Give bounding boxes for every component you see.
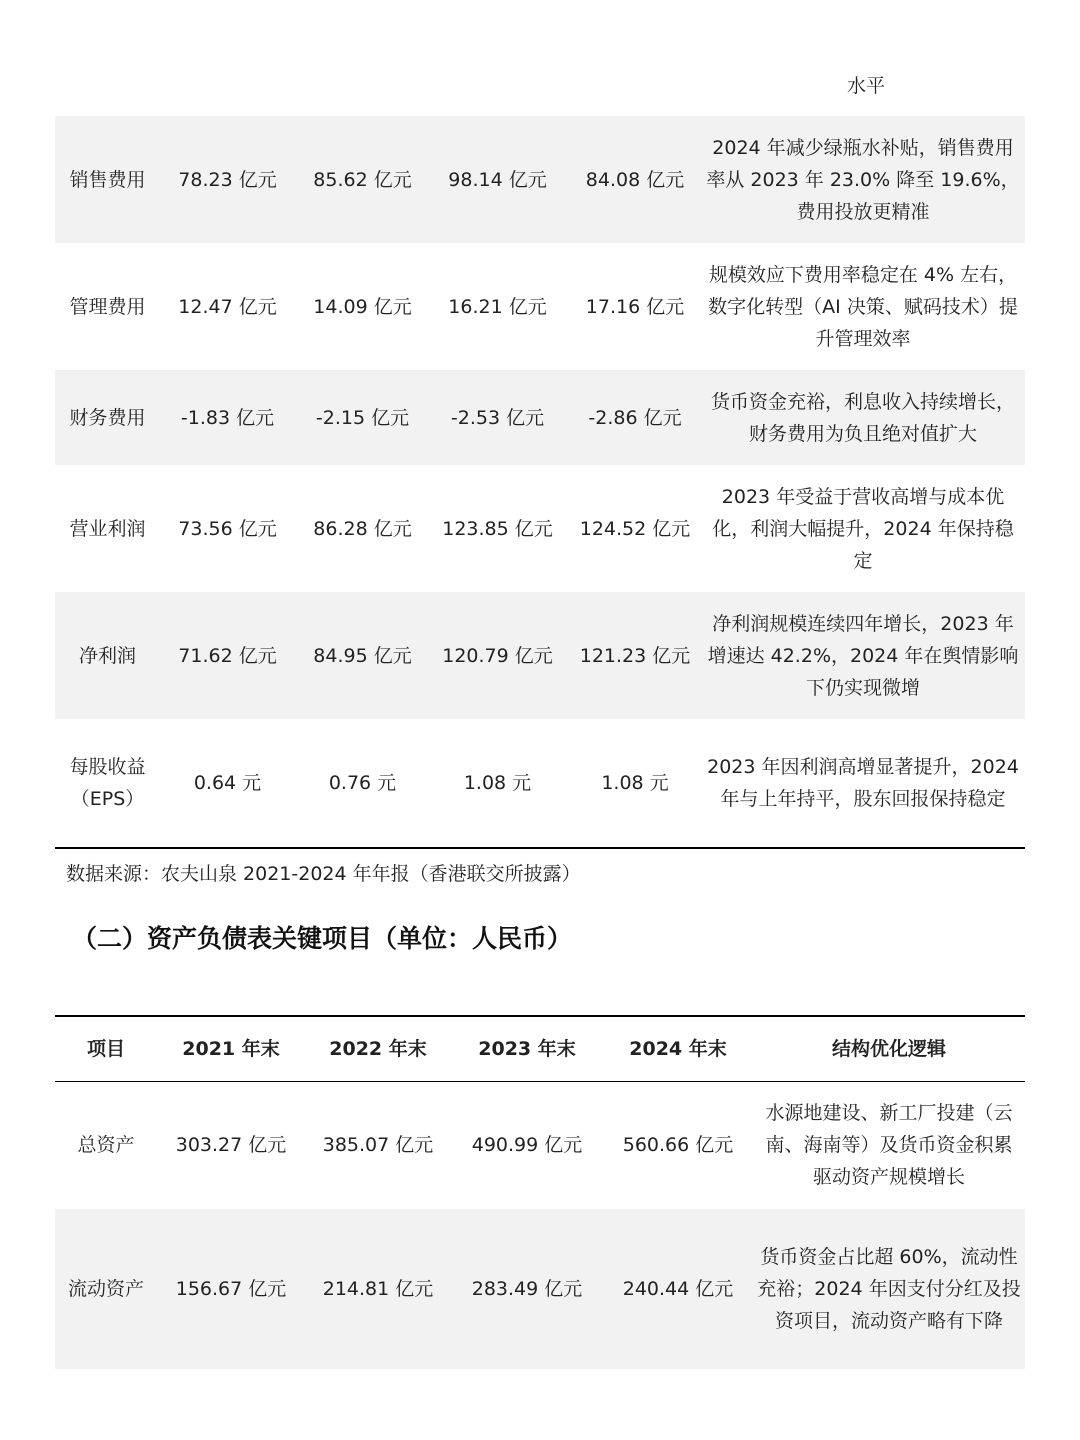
row-description: 2023 年因利润高增显著提升，2024 年与上年持平，股东回报保持稳定 [707, 756, 1019, 810]
row-description: 规模效应下费用率稳定在 4% 左右，数字化转型（AI 决策、赋码技术）提升管理效率 [708, 263, 1018, 350]
row-item-label: 营业利润 [69, 517, 146, 540]
section-title: （二）资产负债表关键项目（单位：人民币） [72, 924, 573, 953]
value-2024: 1.08 元 [601, 772, 669, 794]
value-2024: 560.66 亿元 [622, 1134, 734, 1157]
value-2023: 98.14 亿元 [430, 116, 565, 243]
row-description: 2023 年受益于营收高增与成本优化，利润大幅提升，2024 年保持稳定 [712, 485, 1014, 572]
value-2021: 156.67 亿元 [157, 1209, 305, 1369]
row-description: 水源地建设、新工厂投建（云南、海南等）及货币资金积累驱动资产规模增长 [765, 1102, 1013, 1189]
value-2021: 303.27 亿元 [175, 1134, 287, 1157]
row-item-label: 净利润 [55, 592, 160, 719]
value-2022: -2.15 亿元 [295, 370, 430, 465]
column-header: 2024 年末 [603, 1016, 753, 1082]
value-2024: 240.44 亿元 [603, 1209, 753, 1369]
value-2022: 85.62 亿元 [295, 116, 430, 243]
value-2024: 124.52 亿元 [579, 517, 691, 540]
value-2021: 73.56 亿元 [178, 517, 277, 540]
row-item-label: 财务费用 [55, 370, 160, 465]
value-2022: 14.09 亿元 [313, 295, 412, 318]
table-row [55, 465, 1025, 592]
column-header: 结构优化逻辑 [753, 1016, 1025, 1082]
value-2021: 71.62 亿元 [160, 592, 295, 719]
value-2024: 17.16 亿元 [585, 295, 685, 318]
value-2022: 385.07 亿元 [322, 1134, 434, 1157]
value-2022: 84.95 亿元 [295, 592, 430, 719]
income-statement-table [55, 116, 1025, 849]
table-row [55, 1082, 1025, 1209]
value-2023: 490.99 亿元 [471, 1134, 583, 1157]
value-2021: 78.23 亿元 [160, 116, 295, 243]
row-description: 净利润规模连续四年增长，2023 年增速达 42.2%，2024 年在舆情影响下仍实现微增 [705, 592, 1025, 719]
row-item-label: 每股收益（EPS） [69, 756, 146, 810]
value-2021: 12.47 亿元 [178, 295, 277, 318]
column-header: 2022 年末 [305, 1016, 451, 1082]
table-row [55, 592, 1025, 719]
column-header: 项目 [55, 1016, 157, 1082]
value-2023: 16.21 亿元 [448, 295, 547, 318]
row-description: 2024 年减少绿瓶水补贴，销售费用率从 2023 年 23.0% 降至 19.6%，费用投放更精准 [705, 116, 1025, 243]
value-2023: -2.53 亿元 [430, 370, 565, 465]
data-source-note: 数据来源：农夫山泉 2021-2024 年年报（香港联交所披露） [66, 863, 581, 885]
column-header: 2021 年末 [157, 1016, 305, 1082]
balance-sheet-table [55, 1015, 1025, 1369]
table-row [55, 370, 1025, 465]
row-description: 货币资金充裕，利息收入持续增长，财务费用为负且绝对值扩大 [705, 370, 1025, 465]
value-2022: 0.76 元 [328, 772, 397, 794]
row-item-label: 管理费用 [69, 295, 146, 318]
value-2023: 123.85 亿元 [442, 517, 553, 540]
table-header-row [55, 1016, 1025, 1082]
table-row [55, 243, 1025, 370]
value-2023: 1.08 元 [463, 772, 532, 794]
table-row [55, 116, 1025, 243]
table-row [55, 1209, 1025, 1369]
value-2023: 120.79 亿元 [430, 592, 565, 719]
column-header: 2023 年末 [451, 1016, 603, 1082]
value-2022: 86.28 亿元 [313, 517, 412, 540]
income-table-continuation-text: 水平 [846, 75, 885, 97]
value-2024: 84.08 亿元 [565, 116, 705, 243]
value-2021: -1.83 亿元 [160, 370, 295, 465]
value-2021: 0.64 元 [193, 772, 262, 794]
value-2023: 283.49 亿元 [451, 1209, 603, 1369]
value-2022: 214.81 亿元 [305, 1209, 451, 1369]
row-item-label: 销售费用 [55, 116, 160, 243]
row-item-label: 总资产 [77, 1134, 135, 1157]
value-2024: -2.86 亿元 [565, 370, 705, 465]
table-row [55, 719, 1025, 848]
row-item-label: 流动资产 [55, 1209, 157, 1369]
value-2024: 121.23 亿元 [565, 592, 705, 719]
row-description: 货币资金占比超 60%，流动性充裕；2024 年因支付分红及投资项目，流动资产略有下降 [753, 1209, 1025, 1369]
